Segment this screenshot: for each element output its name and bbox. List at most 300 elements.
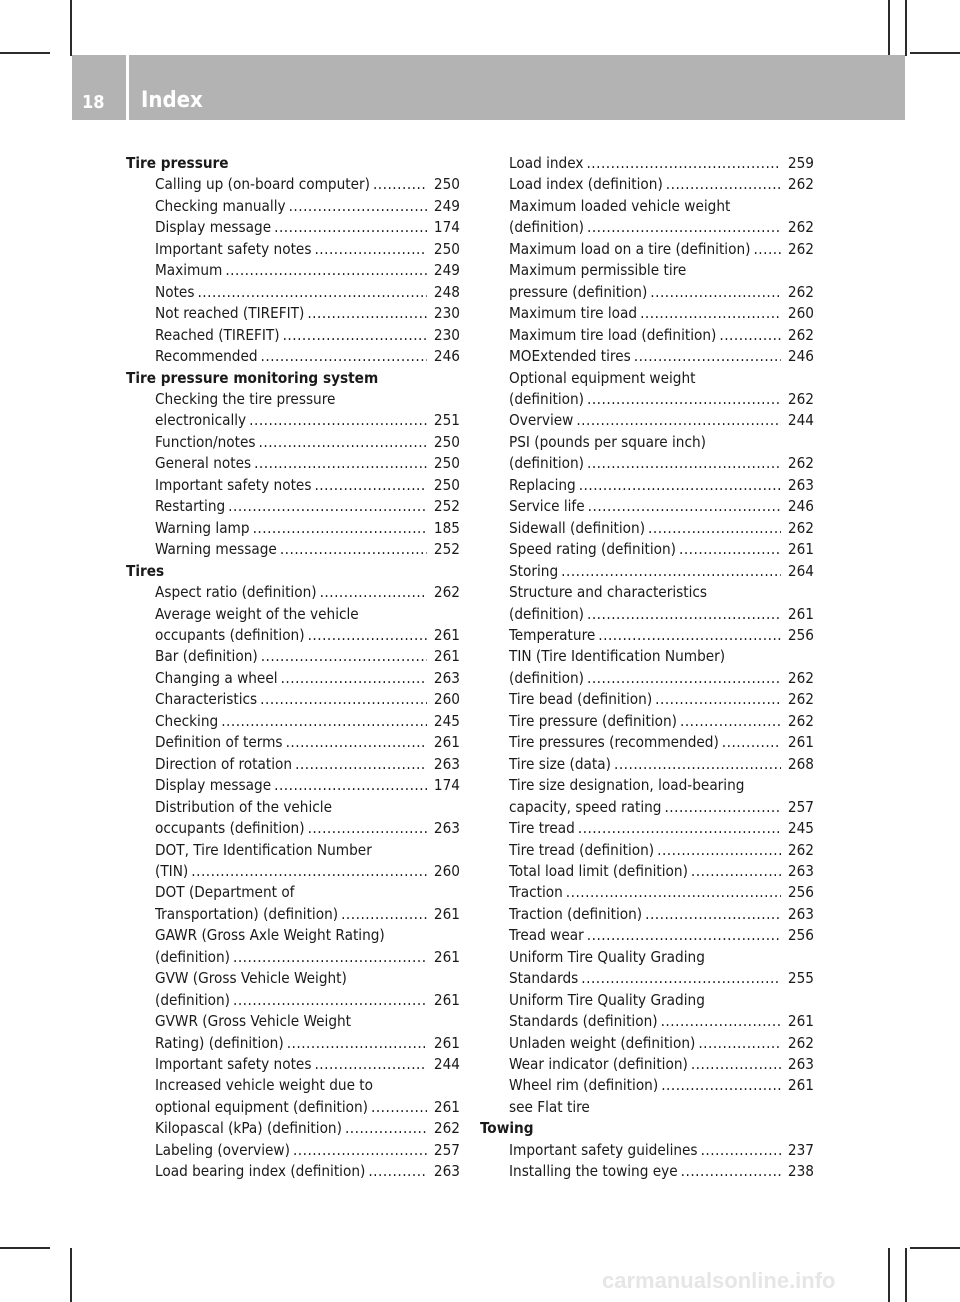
index-entry [126, 625, 460, 646]
index-entry [126, 496, 460, 517]
page-reference: 246 [787, 497, 814, 516]
page-reference: 262 [787, 1033, 814, 1052]
index-entry [480, 754, 814, 775]
index-entry [126, 818, 460, 839]
page-reference: 255 [787, 969, 814, 988]
page-reference: 262 [787, 711, 814, 730]
index-entry [480, 389, 814, 410]
index-entry-label: Restarting [155, 497, 226, 516]
page-reference: 250 [433, 175, 460, 194]
dot-leader [588, 496, 781, 517]
index-entry-label: electronically [155, 411, 247, 430]
dot-leader [753, 239, 781, 260]
index-entry-label: capacity, speed rating [509, 797, 662, 816]
page-reference: 260 [433, 690, 460, 709]
index-entry-label: occupants (definition) [155, 625, 305, 644]
index-entry [126, 346, 460, 367]
index-entry-label: Checking [155, 711, 219, 730]
index-entry [480, 346, 814, 367]
dot-leader [373, 174, 427, 195]
page-reference: 261 [433, 1097, 460, 1116]
dot-leader [191, 861, 427, 882]
index-entry-label: Replacing [509, 475, 576, 494]
page-reference: 262 [787, 218, 814, 237]
page-reference: 244 [433, 1055, 460, 1074]
dot-leader [314, 239, 427, 260]
index-entry-label: Rating) (definition) [155, 1033, 284, 1052]
dot-leader [680, 711, 781, 732]
dot-leader [254, 453, 427, 474]
index-entry [480, 732, 814, 753]
crop-mark [70, 0, 72, 56]
header-divider [126, 55, 129, 120]
index-entry-label: Installing the towing eye [509, 1162, 678, 1181]
dot-leader [614, 754, 781, 775]
dot-leader [691, 1054, 781, 1075]
page-reference: 237 [787, 1140, 814, 1159]
index-entry-label: (definition) [509, 454, 584, 473]
index-entry [480, 475, 814, 496]
page-reference: 185 [433, 518, 460, 537]
page-reference: 257 [787, 797, 814, 816]
index-entry [126, 196, 460, 217]
dot-leader [666, 174, 781, 195]
page-reference: 263 [787, 904, 814, 923]
index-entry-label: Aspect ratio (definition) [155, 583, 317, 602]
dot-leader [274, 775, 427, 796]
dot-leader [698, 1033, 781, 1054]
index-entry [480, 840, 814, 861]
index-entry [480, 1140, 814, 1161]
index-column-right [480, 153, 814, 1183]
page-reference: 262 [787, 239, 814, 258]
index-entry [126, 260, 460, 281]
index-entry [480, 1033, 814, 1054]
index-entry-label: Transportation) (definition) [155, 904, 339, 923]
index-entry-label: Tread wear [509, 926, 584, 945]
index-entry-label: Standards [509, 969, 579, 988]
page-reference: 268 [787, 754, 814, 773]
index-entry-label: Checking manually [155, 196, 286, 215]
index-entry-label: (definition) [509, 389, 584, 408]
dot-leader [719, 325, 781, 346]
index-entry [480, 882, 814, 903]
page-reference: 250 [433, 454, 460, 473]
index-entry-label: Speed rating (definition) [509, 540, 676, 559]
dot-leader [289, 196, 427, 217]
index-entry-label: MOExtended tires [509, 347, 631, 366]
index-entry [126, 217, 460, 238]
index-entry [126, 303, 460, 324]
crop-mark [70, 1248, 72, 1302]
page-reference: 252 [433, 540, 460, 559]
dot-leader [657, 840, 781, 861]
index-entry [126, 732, 460, 753]
index-entry-label: Characteristics [155, 690, 258, 709]
dot-leader [578, 818, 781, 839]
index-entry [126, 1140, 460, 1161]
page-reference: 259 [787, 154, 814, 172]
index-term: Tire pressure monitoring system [126, 368, 379, 387]
index-entry [480, 410, 814, 431]
dot-leader [701, 1140, 781, 1161]
page-reference: 262 [433, 1119, 460, 1138]
dot-leader [566, 882, 781, 903]
index-entry [126, 239, 460, 260]
dot-leader [645, 904, 781, 925]
dot-leader [249, 410, 427, 431]
dot-leader [650, 282, 781, 303]
index-entry [126, 1118, 460, 1139]
dot-leader [253, 518, 427, 539]
index-entry [480, 217, 814, 238]
index-entry [480, 711, 814, 732]
dot-leader [286, 732, 427, 753]
index-entry-label: Important safety guidelines [509, 1140, 698, 1159]
index-entry [480, 861, 814, 882]
index-entry [126, 582, 460, 603]
dot-leader [283, 325, 427, 346]
dot-leader [587, 604, 781, 625]
index-entry-label: Wear indicator (definition) [509, 1055, 688, 1074]
index-entry [480, 453, 814, 474]
dot-leader [295, 754, 427, 775]
index-subentry-text: Increased vehicle weight due to [155, 1076, 374, 1095]
index-entry-label: Maximum [155, 261, 223, 280]
index-subentry-text: GVW (Gross Vehicle Weight) [155, 969, 347, 988]
index-entry [126, 646, 460, 667]
dot-leader [197, 282, 427, 303]
index-entry [480, 239, 814, 260]
index-entry-label: Maximum load on a tire (definition) [509, 239, 751, 258]
index-subentry-text: Distribution of the vehicle [155, 797, 332, 816]
index-entry-label: (definition) [509, 668, 584, 687]
index-subentry-text: Structure and characteristics [509, 583, 708, 602]
dot-leader [233, 990, 427, 1011]
crop-mark [910, 52, 960, 54]
index-entry-label: Load index (definition) [509, 175, 663, 194]
index-entry [126, 668, 460, 689]
index-entry-label: Maximum tire load [509, 304, 638, 323]
index-entry [480, 797, 814, 818]
index-subentry-text: Maximum permissible tire [509, 261, 687, 280]
page-title: Index [141, 88, 203, 113]
index-entry-label: optional equipment (definition) [155, 1097, 368, 1116]
crop-mark [905, 1248, 907, 1302]
index-entry-label: Tire pressure (definition) [509, 711, 677, 730]
index-entry-label: Calling up (on-board computer) [155, 175, 370, 194]
index-subentry-text: GAWR (Gross Axle Weight Rating) [155, 926, 385, 945]
dot-leader [281, 668, 427, 689]
page-reference: 261 [433, 625, 460, 644]
crop-mark [0, 1247, 50, 1249]
index-column-left [126, 153, 460, 1183]
index-entry [126, 861, 460, 882]
index-entry [126, 282, 460, 303]
page-reference: 263 [433, 819, 460, 838]
index-entry-label: Bar (definition) [155, 647, 258, 666]
page-reference: 262 [433, 583, 460, 602]
dot-leader [221, 711, 427, 732]
page-reference: 250 [433, 475, 460, 494]
dot-leader [314, 475, 427, 496]
dot-leader [587, 668, 781, 689]
index-entry-label: (definition) [155, 947, 230, 966]
dot-leader [287, 1033, 427, 1054]
dot-leader [371, 1097, 427, 1118]
page-reference: 250 [433, 432, 460, 451]
index-entry [480, 604, 814, 625]
dot-leader [314, 1054, 427, 1075]
page-reference: 260 [433, 861, 460, 880]
index-entry [126, 1161, 460, 1182]
index-entry-label: (TIN) [155, 861, 189, 880]
index-entry-label: Load bearing index (definition) [155, 1162, 366, 1181]
index-entry [126, 539, 460, 560]
dot-leader [634, 346, 781, 367]
index-entry [480, 561, 814, 582]
page-reference: 261 [433, 733, 460, 752]
index-entry-label: Warning message [155, 540, 277, 559]
dot-leader [576, 410, 781, 431]
index-entry [126, 325, 460, 346]
index-entry [480, 518, 814, 539]
page-reference: 245 [433, 711, 460, 730]
page-reference: 262 [787, 325, 814, 344]
page-reference: 248 [433, 282, 460, 301]
dot-leader [664, 797, 781, 818]
crop-mark [888, 1248, 890, 1302]
dot-leader [691, 861, 781, 882]
page-reference: 230 [433, 325, 460, 344]
page-reference: 263 [787, 1055, 814, 1074]
index-entry [126, 775, 460, 796]
dot-leader [640, 303, 781, 324]
page-reference: 174 [433, 776, 460, 795]
index-entry [126, 432, 460, 453]
index-entry-label: Reached (TIREFIT) [155, 325, 280, 344]
index-entry-label: Function/notes [155, 432, 256, 451]
index-entry-label: (definition) [509, 604, 584, 623]
index-entry [126, 947, 460, 968]
index-entry [126, 518, 460, 539]
crop-mark [905, 0, 907, 56]
dot-leader [308, 818, 427, 839]
index-entry [480, 904, 814, 925]
page-reference: 249 [433, 196, 460, 215]
index-entry [480, 625, 814, 646]
index-entry-label: Standards (definition) [509, 1012, 658, 1031]
index-subentry-text: Tire size designation, load-bearing [509, 776, 745, 795]
index-entry-label: Recommended [155, 347, 258, 366]
index-subentry-text: Maximum loaded vehicle weight [509, 196, 731, 215]
dot-leader [581, 968, 781, 989]
index-entry-label: (definition) [509, 218, 584, 237]
index-entry-label: Important safety notes [155, 475, 312, 494]
index-subentry-text: TIN (Tire Identification Number) [509, 647, 726, 666]
dot-leader [320, 582, 427, 603]
page-reference: 262 [787, 518, 814, 537]
dot-leader [587, 217, 781, 238]
index-entry-label: Tire tread [509, 819, 575, 838]
index-entry-label: Kilopascal (kPa) (definition) [155, 1119, 342, 1138]
index-subentry-text: GVWR (Gross Vehicle Weight [155, 1012, 352, 1031]
index-entry [480, 925, 814, 946]
dot-leader [280, 539, 427, 560]
page-reference: 261 [433, 647, 460, 666]
dot-leader [655, 689, 781, 710]
page-reference: 263 [787, 475, 814, 494]
index-entry [480, 174, 814, 195]
index-entry-label: Traction (definition) [509, 904, 643, 923]
dot-leader [307, 303, 427, 324]
index-entry-label: General notes [155, 454, 252, 473]
page-reference: 263 [433, 668, 460, 687]
index-entry-label: Not reached (TIREFIT) [155, 304, 305, 323]
page-reference: 261 [433, 1033, 460, 1052]
index-entry [126, 1033, 460, 1054]
dot-leader [274, 217, 427, 238]
page-reference: 261 [787, 540, 814, 559]
index-entry-label: Warning lamp [155, 518, 250, 537]
page-reference: 262 [787, 668, 814, 687]
page-reference: 260 [787, 304, 814, 323]
dot-leader [261, 646, 427, 667]
index-entry-label: pressure (definition) [509, 282, 648, 301]
index-entry [126, 689, 460, 710]
page-reference: 263 [433, 1162, 460, 1181]
page-reference: 262 [787, 690, 814, 709]
page-reference: 256 [787, 625, 814, 644]
index-entry [126, 1097, 460, 1118]
index-subentry-text: PSI (pounds per square inch) [509, 432, 706, 451]
page-reference: 244 [787, 411, 814, 430]
index-entry-label: Temperature [509, 625, 596, 644]
page-reference: 262 [787, 282, 814, 301]
dot-leader [260, 689, 427, 710]
dot-leader [225, 260, 427, 281]
dot-leader [598, 625, 781, 646]
page-reference: 261 [787, 733, 814, 752]
index-entry [480, 303, 814, 324]
index-entry [480, 818, 814, 839]
dot-leader [587, 389, 781, 410]
index-entry [480, 282, 814, 303]
dot-leader [308, 625, 427, 646]
page-reference: 262 [787, 175, 814, 194]
index-entry-label: Storing [509, 561, 559, 580]
page-reference: 263 [787, 861, 814, 880]
page-reference: 174 [433, 218, 460, 237]
index-entry [480, 1075, 814, 1096]
dot-leader [586, 153, 781, 174]
page-reference: 262 [787, 454, 814, 473]
dot-leader [259, 432, 427, 453]
page-reference: 261 [433, 904, 460, 923]
index-entry [126, 711, 460, 732]
page-number: 18 [82, 92, 105, 113]
index-term: Towing [480, 1119, 534, 1138]
index-entry-label: Sidewall (definition) [509, 518, 646, 537]
index-subentry-text: Average weight of the vehicle [155, 604, 359, 623]
dot-leader [579, 475, 781, 496]
page-reference: 252 [433, 497, 460, 516]
page-reference: 261 [787, 1076, 814, 1095]
dot-leader [341, 904, 427, 925]
index-entry-label: Unladen weight (definition) [509, 1033, 696, 1052]
page-reference: 256 [787, 883, 814, 902]
index-entry-label: Display message [155, 776, 272, 795]
index-entry [480, 968, 814, 989]
index-subentry-text: DOT (Department of [155, 883, 295, 902]
page-reference: 246 [433, 347, 460, 366]
dot-leader [261, 346, 427, 367]
index-entry-label: Direction of rotation [155, 754, 293, 773]
dot-leader [368, 1161, 427, 1182]
index-term: Tire pressure [126, 154, 229, 172]
page-reference: 261 [787, 604, 814, 623]
index-subentry-text: see Flat tire [509, 1097, 590, 1116]
index-entry [480, 496, 814, 517]
index-entry-label: Display message [155, 218, 272, 237]
index-entry [480, 689, 814, 710]
index-entry [126, 1054, 460, 1075]
page-reference: 256 [787, 926, 814, 945]
index-term: Tires [126, 561, 165, 580]
index-entry-label: Wheel rim (definition) [509, 1076, 659, 1095]
index-entry [126, 410, 460, 431]
index-entry-label: Tire pressures (recommended) [509, 733, 719, 752]
index-entry [126, 754, 460, 775]
index-entry-label: Service life [509, 497, 585, 516]
page-reference: 262 [787, 389, 814, 408]
dot-leader [293, 1140, 427, 1161]
index-subentry-text: DOT, Tire Identification Number [155, 840, 372, 859]
page-reference: 245 [787, 819, 814, 838]
index-entry-label: Traction [509, 883, 563, 902]
index-entry [480, 1011, 814, 1032]
dot-leader [345, 1118, 427, 1139]
crop-mark [888, 0, 890, 56]
crop-mark [0, 52, 50, 54]
index-entry-label: occupants (definition) [155, 819, 305, 838]
index-entry-label: Overview [509, 411, 574, 430]
dot-leader [233, 947, 427, 968]
index-entry-label: Tire tread (definition) [509, 840, 655, 859]
index-entry [126, 475, 460, 496]
dot-leader [648, 518, 781, 539]
watermark: carmanualsonline.info [602, 1268, 836, 1293]
index-entry [126, 904, 460, 925]
index-entry [126, 453, 460, 474]
index-entry-label: (definition) [155, 990, 230, 1009]
index-entry-label: Notes [155, 282, 195, 301]
dot-leader [722, 732, 781, 753]
index-entry-label: Definition of terms [155, 733, 283, 752]
dot-leader [679, 539, 781, 560]
index-entry [480, 668, 814, 689]
index-entry-label: Important safety notes [155, 239, 312, 258]
index-subentry-text: Optional equipment weight [509, 368, 696, 387]
page-reference: 246 [787, 347, 814, 366]
page-reference: 264 [787, 561, 814, 580]
index-entry-label: Tire size (data) [509, 754, 611, 773]
index-entry-label: Changing a wheel [155, 668, 278, 687]
index-entry-label: Total load limit (definition) [509, 861, 688, 880]
page-reference: 261 [433, 947, 460, 966]
dot-leader [228, 496, 427, 517]
index-subentry-text: Uniform Tire Quality Grading [509, 990, 705, 1009]
